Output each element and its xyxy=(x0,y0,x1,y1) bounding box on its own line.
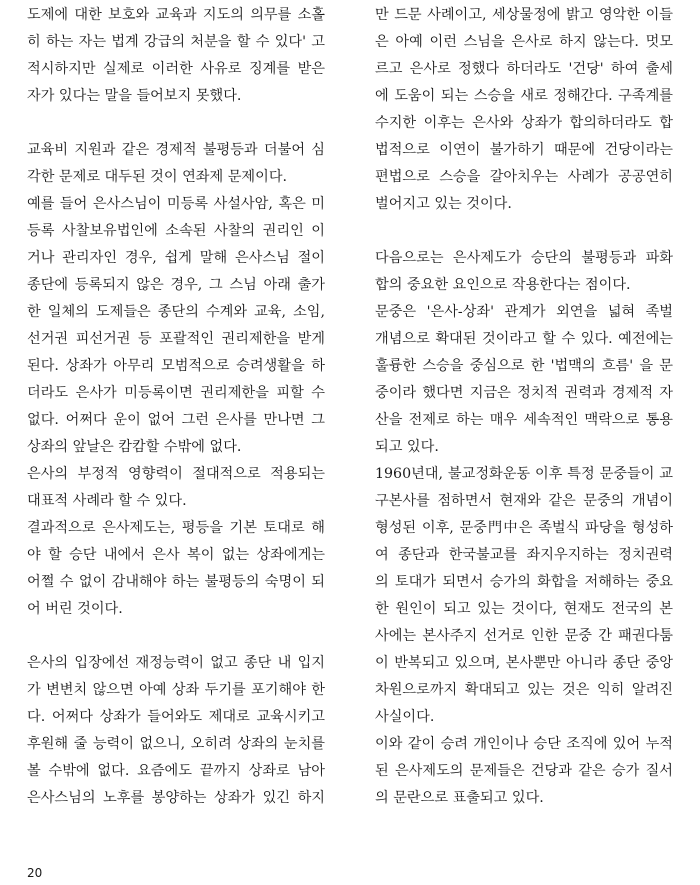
paragraph-gap xyxy=(27,623,325,650)
paragraph xyxy=(27,191,325,461)
text-line: 개념으로 확대된 것이라고 할 수 있다. 예전에는 xyxy=(375,331,673,347)
text-line: 어 버린 것이다. xyxy=(27,601,123,617)
text-line: 없다. 어쩌다 운이 없어 그런 은사를 만나면 그 xyxy=(27,412,325,428)
text-line: 산을 전제로 하는 매우 세속적인 맥락으로 통용 xyxy=(375,412,673,428)
text-line: 교육비 지원과 같은 경제적 불평등과 더불어 심 xyxy=(27,142,325,158)
text-line: 은사의 입장에선 재정능력이 없고 종단 내 입지 xyxy=(27,655,325,671)
text-line: 등록 사찰보유법인에 소속된 사찰의 권리인 이 xyxy=(27,223,325,239)
text-line: 의 문란으로 표출되고 있다. xyxy=(375,790,544,806)
text-line: 히 하는 자는 법계 강급의 처분을 할 수 있다' 고 xyxy=(27,34,325,50)
text-line: 구본사를 점하면서 현재와 같은 문중의 개념이 xyxy=(375,493,673,509)
paragraph xyxy=(27,137,325,191)
paragraph xyxy=(27,461,325,515)
text-line: 되고 있다. xyxy=(375,439,439,455)
paragraph xyxy=(375,245,673,299)
text-line: 각한 문제로 대두된 것이 연좌제 문제이다. xyxy=(27,169,288,185)
text-line: 은사스님의 노후를 봉양하는 상좌가 있긴 하지 xyxy=(27,790,325,806)
text-line: 된 은사제도의 문제들은 건당과 같은 승가 질서 xyxy=(375,763,673,779)
text-line: 차원으로까지 확대되고 있는 것은 익히 알려진 xyxy=(375,682,673,698)
text-line: 상좌의 앞날은 캄캄할 수밖에 없다. xyxy=(27,439,242,455)
paragraph xyxy=(27,515,325,623)
paragraph xyxy=(375,461,673,731)
left-column xyxy=(27,2,325,812)
paragraph xyxy=(27,2,325,110)
text-line: 벌어지고 있는 것이다. xyxy=(375,196,512,212)
paragraph xyxy=(375,731,673,812)
text-line: 어쩔 수 없이 감내해야 하는 불평등의 숙명이 되 xyxy=(27,574,325,590)
text-line: 이 반복되고 있으며, 본사뿐만 아니라 종단 중앙 xyxy=(375,655,673,671)
text-line: 된다. 상좌가 아무리 모범적으로 승려생활을 하 xyxy=(27,358,325,374)
text-line: 여 종단과 한국불교를 좌지우지하는 정치권력 xyxy=(375,547,673,563)
text-line: 에 도움이 되는 스승을 새로 정해간다. 구족계를 xyxy=(375,88,673,104)
text-line: 결과적으로 은사제도는, 평등을 기본 토대로 해 xyxy=(27,520,325,536)
text-line: 예를 들어 은사스님이 미등록 사설사암, 혹은 미 xyxy=(27,196,325,212)
text-line: 편법으로 스승을 갈아치우는 사례가 공공연히 xyxy=(375,169,673,185)
text-line: 사에는 본사주지 선거로 인한 문중 간 패권다툼 xyxy=(375,628,673,644)
text-line: 다음으로는 은사제도가 승단의 불평등과 파화 xyxy=(375,250,673,266)
text-line: 만 드문 사례이고, 세상물정에 밝고 영악한 이들 xyxy=(375,7,673,23)
paragraph xyxy=(27,650,325,812)
paragraph xyxy=(375,2,673,218)
text-line: 자가 있다는 말을 들어보지 못했다. xyxy=(27,88,242,104)
text-line: 훌륭한 스승을 중심으로 한 '법맥의 흐름' 을 문 xyxy=(375,358,673,374)
text-line: 중이라 했다면 지금은 정치적 권력과 경제적 자 xyxy=(375,385,673,401)
text-line: 은사의 부정적 영향력이 절대적으로 적용되는 xyxy=(27,466,325,482)
text-line: 도제에 대한 보호와 교육과 지도의 의무를 소홀 xyxy=(27,7,325,23)
text-line: 대표적 사례라 할 수 있다. xyxy=(27,493,187,509)
text-line: 종단에 등록되지 않은 경우, 그 스님 아래 출가 xyxy=(27,277,325,293)
text-line: 문중은 '은사-상좌' 관계가 외연을 넓혀 족벌 xyxy=(375,304,673,320)
text-line: 법적으로 이연이 불가하기 때문에 건당이라는 xyxy=(375,142,673,158)
text-line: 볼 수밖에 없다. 요즘에도 끝까지 상좌로 남아 xyxy=(27,763,325,779)
text-line: 합의 중요한 요인으로 작용한다는 점이다. xyxy=(375,277,631,293)
text-line: 르고 은사로 정했다 하더라도 '건당' 하여 출세 xyxy=(375,61,673,77)
paragraph-gap xyxy=(375,218,673,245)
text-line: 야 할 승단 내에서 은사 복이 없는 상좌에게는 xyxy=(27,547,325,563)
text-line: 더라도 은사가 미등록이면 권리제한을 피할 수 xyxy=(27,385,325,401)
text-line: 한 일체의 도제들은 종단의 수계와 교육, 소임, xyxy=(27,304,325,320)
text-line: 의 토대가 되면서 승가의 화합을 저해하는 중요 xyxy=(375,574,673,590)
text-line: 은 아예 이런 스님을 은사로 하지 않는다. 멋모 xyxy=(375,34,673,50)
paragraph xyxy=(375,299,673,461)
text-line: 형성된 이후, 문중門中은 족벌식 파당을 형성하 xyxy=(375,520,673,536)
text-line: 1960년대, 불교정화운동 이후 특정 문중들이 교 xyxy=(375,466,673,482)
text-line: 후원해 줄 능력이 없으니, 오히려 상좌의 눈치를 xyxy=(27,736,325,752)
text-line: 한 원인이 되고 있는 것이다, 현재도 전국의 본 xyxy=(375,601,673,617)
text-line: 거나 관리자인 경우, 쉽게 말해 은사스님 절이 xyxy=(27,250,325,266)
paragraph-gap xyxy=(27,110,325,137)
text-line: 사실이다. xyxy=(375,709,435,725)
text-line: 적시하지만 실제로 이러한 사유로 징계를 받은 xyxy=(27,61,325,77)
text-line: 다. 어쩌다 상좌가 들어와도 제대로 교육시키고 xyxy=(27,709,325,725)
text-line: 수지한 이후는 은사와 상좌가 합의하더라도 합 xyxy=(375,115,673,131)
text-line: 선거권 피선거권 등 포괄적인 권리제한을 받게 xyxy=(27,331,325,347)
text-line: 가 변변치 않으면 아예 상좌 두기를 포기해야 한 xyxy=(27,682,325,698)
right-column xyxy=(375,2,673,812)
page-number: 20 xyxy=(27,866,43,880)
text-line: 이와 같이 승려 개인이나 승단 조직에 있어 누적 xyxy=(375,736,673,752)
